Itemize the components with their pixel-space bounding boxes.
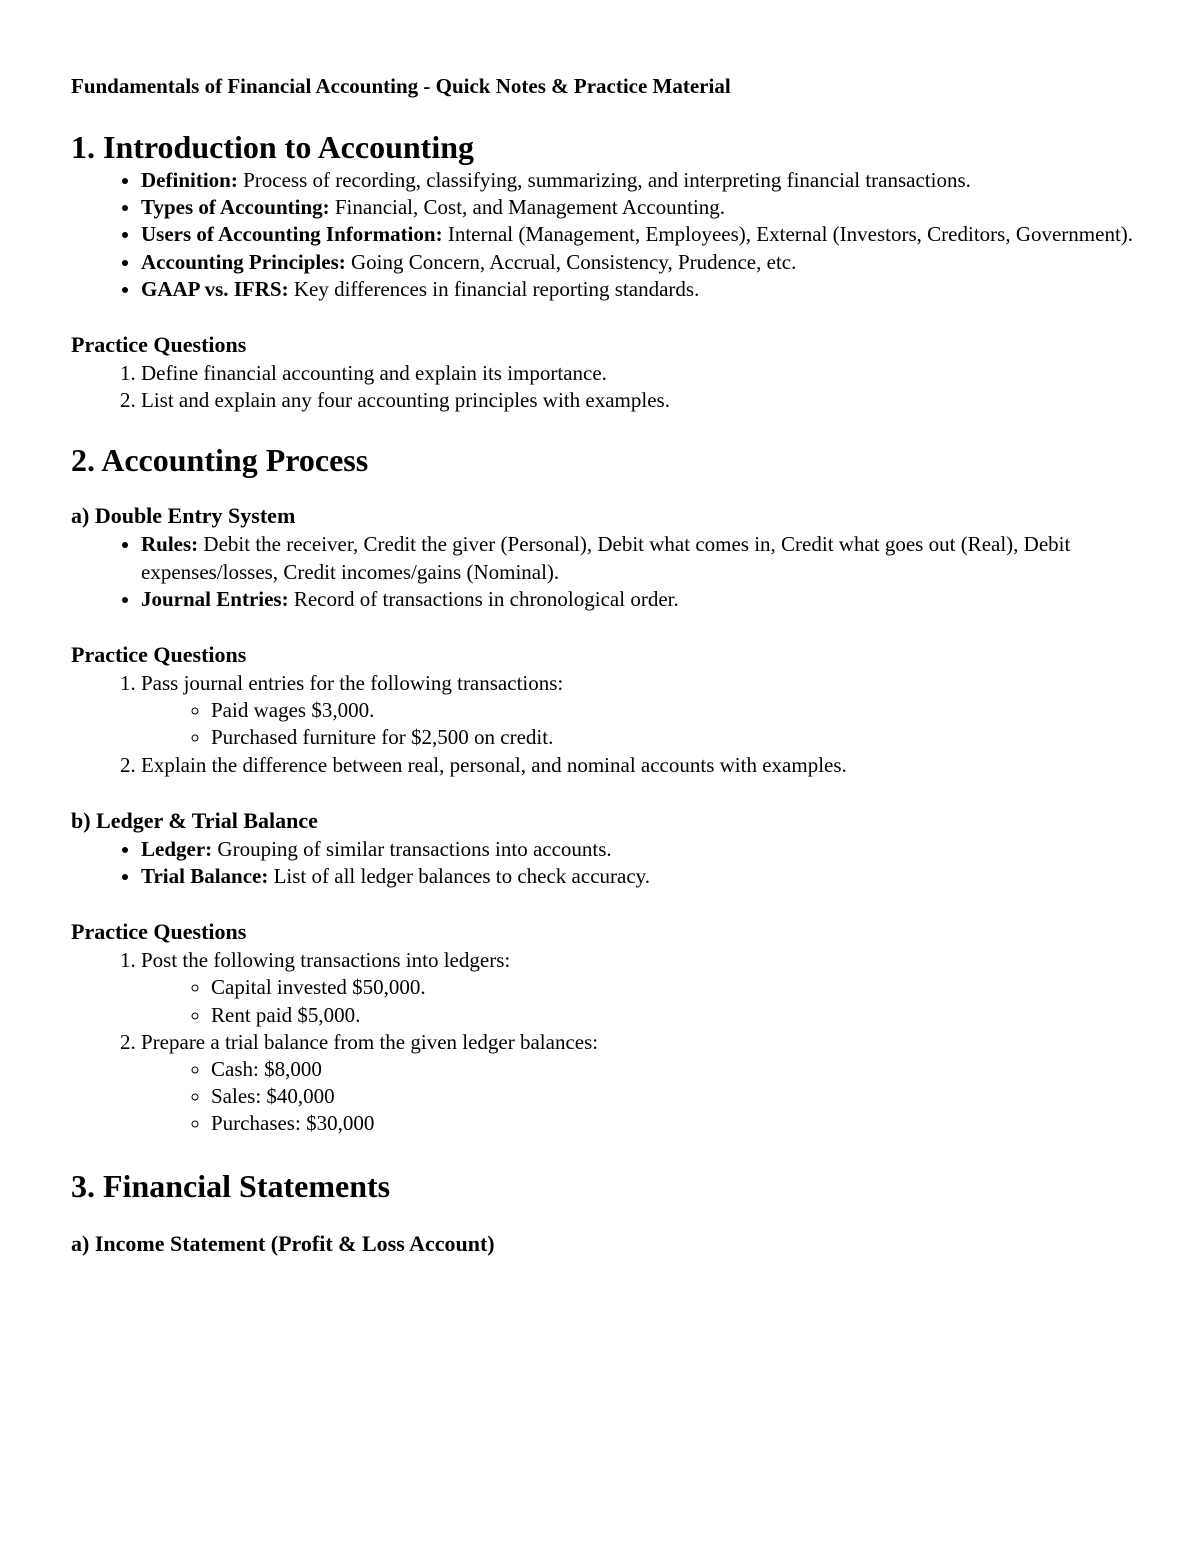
sub-list-item: ◦ Cash: $8,000 — [211, 1056, 1141, 1083]
list-item: • Ledger: Grouping of similar transactions into accounts. — [141, 836, 1141, 863]
list-item: • Trial Balance: List of all ledger balances to check accuracy. — [141, 863, 1141, 890]
subsection-a-bullets — [71, 531, 1141, 613]
list-item: 2. List and explain any four accounting principles with examples. — [141, 387, 1141, 414]
sub-list-item: ◦ Purchased furniture for $2,500 on credit. — [211, 724, 1141, 751]
list-item: • Users of Accounting Information: Internal (Management, Employees), External (Investors, Creditors, Government). — [141, 221, 1141, 248]
sub-list-item: ◦ Purchases: $30,000 — [211, 1110, 1141, 1137]
practice-questions-list — [71, 360, 1141, 414]
list-item: • Accounting Principles: Going Concern, Accrual, Consistency, Prudence, etc. — [141, 249, 1141, 276]
list-item: 1. Pass journal entries for the following transactions: ◦ Paid wages $3,000. ◦ Purchased furniture for $2,500 on credit. — [141, 670, 1141, 752]
section-2-heading: 2. Accounting Process — [71, 442, 369, 479]
subsection-a-heading: a) Double Entry System — [71, 503, 296, 529]
list-item: • Definition: Process of recording, classifying, summarizing, and interpreting financial transactions. — [141, 167, 1141, 194]
subsection-b-bullets — [71, 836, 1141, 890]
sub-list — [141, 974, 1141, 1028]
sub-list — [141, 697, 1141, 751]
section-1-bullets — [71, 167, 1141, 303]
subsection-a-heading: a) Income Statement (Profit & Loss Account) — [71, 1230, 495, 1256]
subsection-b-heading: b) Ledger & Trial Balance — [71, 807, 318, 833]
practice-questions-heading: Practice Questions — [71, 332, 247, 358]
list-item: 2. Explain the difference between real, personal, and nominal accounts with examples. — [141, 752, 1141, 779]
list-item: • Types of Accounting: Financial, Cost, and Management Accounting. — [141, 194, 1141, 221]
practice-questions-heading: Practice Questions — [71, 642, 247, 668]
section-3-heading: 3. Financial Statements — [71, 1167, 391, 1204]
list-item: 2. Prepare a trial balance from the given ledger balances: ◦ Cash: $8,000 ◦ Sales: $40,000 ◦ Purchases: $30,000 — [141, 1029, 1141, 1138]
list-item: • Journal Entries: Record of transactions in chronological order. — [141, 586, 1141, 613]
list-item: • GAAP vs. IFRS: Key differences in financial reporting standards. — [141, 276, 1141, 303]
sub-list-item: ◦ Paid wages $3,000. — [211, 697, 1141, 724]
document-title: Fundamentals of Financial Accounting - Quick Notes & Practice Material — [71, 74, 731, 98]
sub-list-item: ◦ Sales: $40,000 — [211, 1083, 1141, 1110]
practice-questions-list — [71, 947, 1141, 1137]
section-1-heading: 1. Introduction to Accounting — [71, 129, 475, 165]
list-item: 1. Post the following transactions into ledgers: ◦ Capital invested $50,000. ◦ Rent paid $5,000. — [141, 947, 1141, 1029]
sub-list — [141, 1056, 1141, 1138]
list-item: 1. Define financial accounting and explain its importance. — [141, 360, 1141, 387]
practice-questions-list — [71, 670, 1141, 779]
list-item: • Rules: Debit the receiver, Credit the giver (Personal), Debit what comes in, Credit what goes out (Real), Debit expenses/losses, Credit incomes/gains (Nominal). — [141, 531, 1141, 585]
sub-list-item: ◦ Rent paid $5,000. — [211, 1002, 1141, 1029]
sub-list-item: ◦ Capital invested $50,000. — [211, 974, 1141, 1001]
practice-questions-heading: Practice Questions — [71, 919, 247, 945]
document-page — [71, 70, 1141, 1259]
